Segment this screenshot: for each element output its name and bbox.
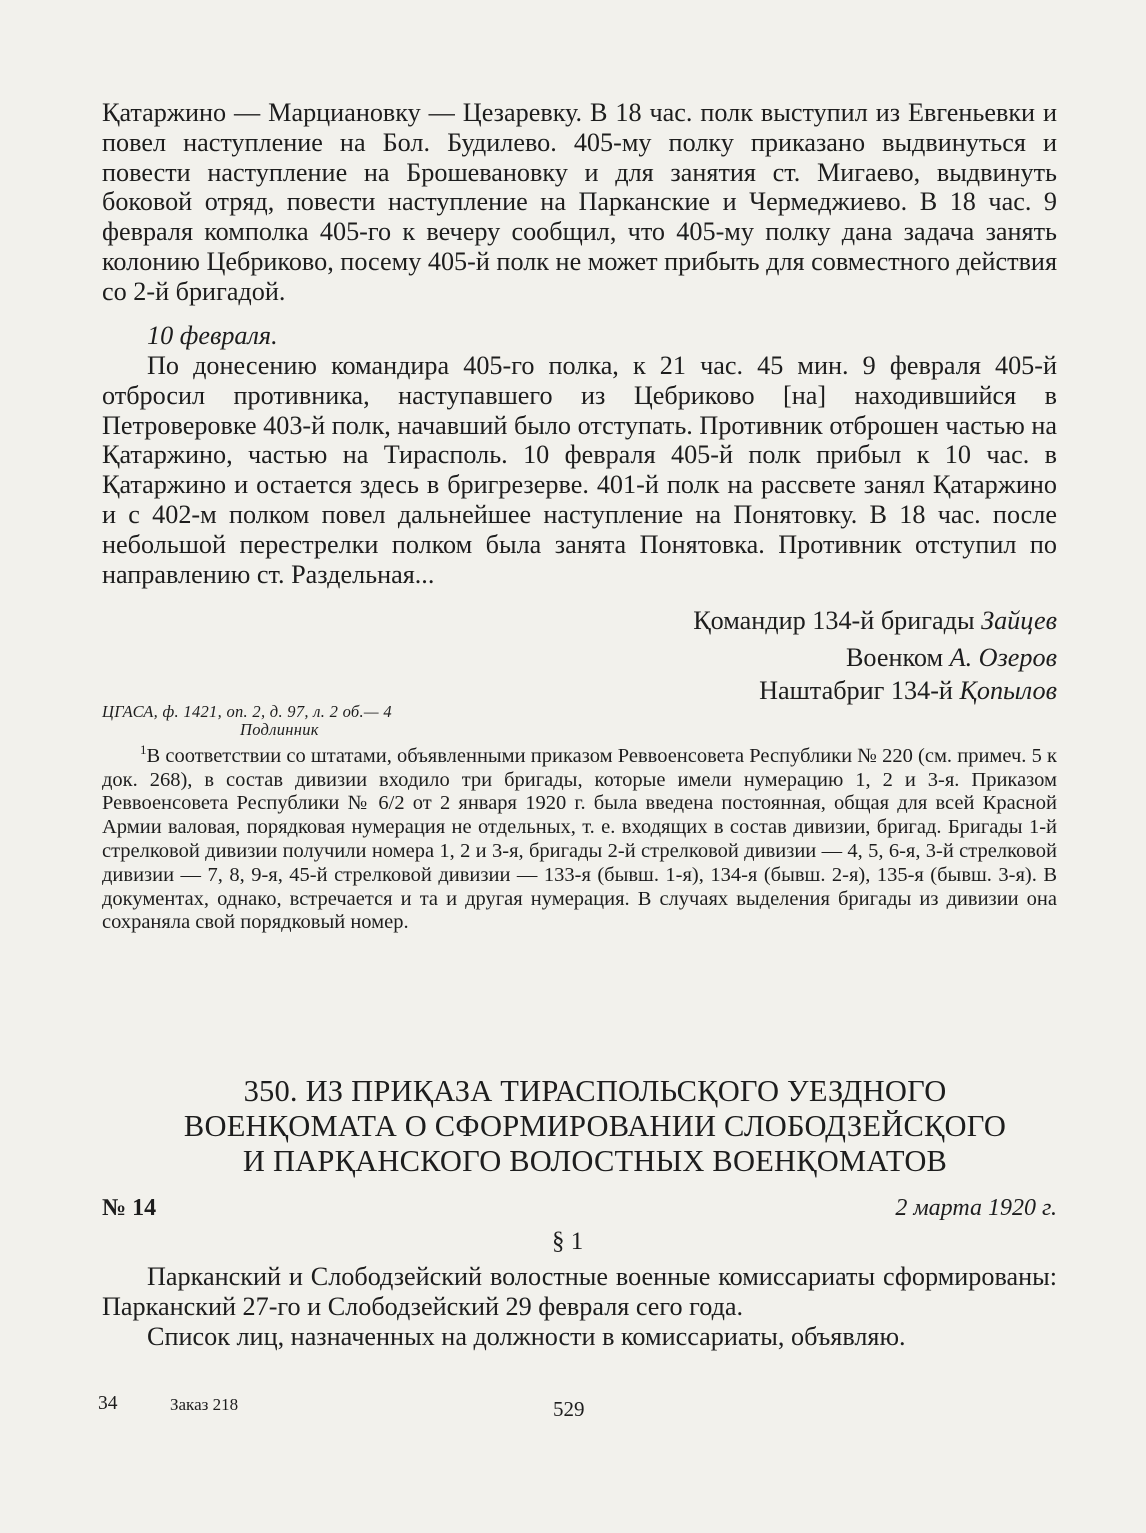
section-sign: § 1 [552, 1228, 584, 1255]
document-title-line: 350. ИЗ ПРИҚАЗА ТИРАСПОЛЬСҚОГО УЕЗДНОГО [243, 1074, 947, 1108]
signature-commander [693, 606, 1057, 636]
order-number: № 14 [102, 1195, 157, 1221]
document-title [130, 1074, 1060, 1179]
archive-citation: ЦГАСА, ф. 1421, оп. 2, д. 97, л. 2 об.— 4 [102, 702, 392, 721]
order-paragraph-1: Парканский и Слободзейский волостные военные комиссариаты сформированы: Парканский 27-го и Слободзейский 29 февраля сего года. [102, 1262, 1057, 1321]
footnote [102, 738, 1057, 935]
footnote-text: В соответствии со штатами, объявленными приказом Реввоенсовета Республики № 220 (см. примеч. 5 к док. 268), в состав дивизии входило три бригады, которые имели нумерацию 1, 2 и 3-я. Приказом Реввоенсовета Республики № 6/2 от 2 января 1920 г. была введена постоянная, общая для всей Красной Армии валовая, порядковая нумерация не отдельных, т. е. входящих в состав дивизии, бригад. Бригады 1-й стрелковой дивизии получили номера 1, 2 и 3-я, бригады 2-й стрелковой дивизии — 4, 5, 6-я, 3-й стрелковой дивизии — 7, 8, 9-я, 45-й стрелковой дивизии — 133-я (бывш. 1-я), 134-я (бывш. 2-я), 135-я (бывш. 3-я). В документах, однако, встречается и та и другая нумерация. В случаях выделения бригады из дивизии она сохраняла свой порядковый номер. [102, 744, 1057, 934]
signature-title: Қомандир 134-й бригады [693, 606, 975, 635]
footnote-marker: 1 [140, 742, 147, 757]
order-paragraph-2: Список лиц, назначенных на должности в комиссариаты, объявляю. [147, 1322, 906, 1351]
archive-reference [102, 703, 392, 739]
page-number: 529 [553, 1397, 585, 1421]
signature-title: Военком [845, 643, 944, 672]
order-date: 2 марта 1920 г. [895, 1195, 1057, 1221]
signature-chief-of-staff [759, 676, 1057, 706]
body-paragraph-1: Қатаржино — Марциановку — Цезаревку. В 18 час. полк выступил из Евгеньевки и повел наступление на Бол. Будилево. 405-му полку приказано выдвинуться и повести наступление на Брошевановку и для занятия ст. Мигаево, выдвинуть боковой отряд, повести наступление на Парканские и Чермеджиево. В 18 час. 9 февраля комполка 405-го к вечеру сообщил, что 405-му полку дана задача занять колонию Цебриково, посему 405-й полк не может прибыть для совместного действия со 2-й бригадой. [102, 98, 1057, 306]
signature-commissar [846, 643, 1057, 673]
date-heading: 10 февраля. [147, 321, 278, 350]
signature-name: Зайцев [981, 606, 1057, 635]
signature-name: Қопылов [959, 676, 1057, 705]
print-order: Заказ 218 [170, 1395, 239, 1414]
signature-title: Наштабриг 134-й [759, 676, 953, 705]
document-title-line: ВОЕНҚОМАТА О СФОРМИРОВАНИИ СЛОБОДЗЕЙСҚОГО [183, 1109, 1007, 1143]
body-paragraph-2: По донесению командира 405-го полка, к 21 час. 45 мин. 9 февраля 405-й отбросил противника, наступавшего из Цебриково [на] находившийся в Петроверовке 403-й полк, начавший было отступать. Противник отброшен частью на Қатаржино, частью на Тирасполь. 10 февраля 405-й полк прибыл к 10 час. в Қатаржино и остается здесь в бригрезерве. 401-й полк на рассвете занял Қатаржино и с 402-м полком повел дальнейшее наступление на Понятовку. В 18 час. после небольшой перестрелки полком была занята Понятовка. Противник отступил по направлению ст. Раздельная... [102, 351, 1057, 589]
signature-name: А. Озеров [949, 643, 1057, 672]
sheet-number: 34 [98, 1393, 118, 1414]
document-title-line: И ПАРҚАНСКОГО ВОЛОСТНЫХ ВОЕНҚОМАТОВ [242, 1144, 948, 1178]
archive-note: Подлинник [240, 720, 319, 739]
